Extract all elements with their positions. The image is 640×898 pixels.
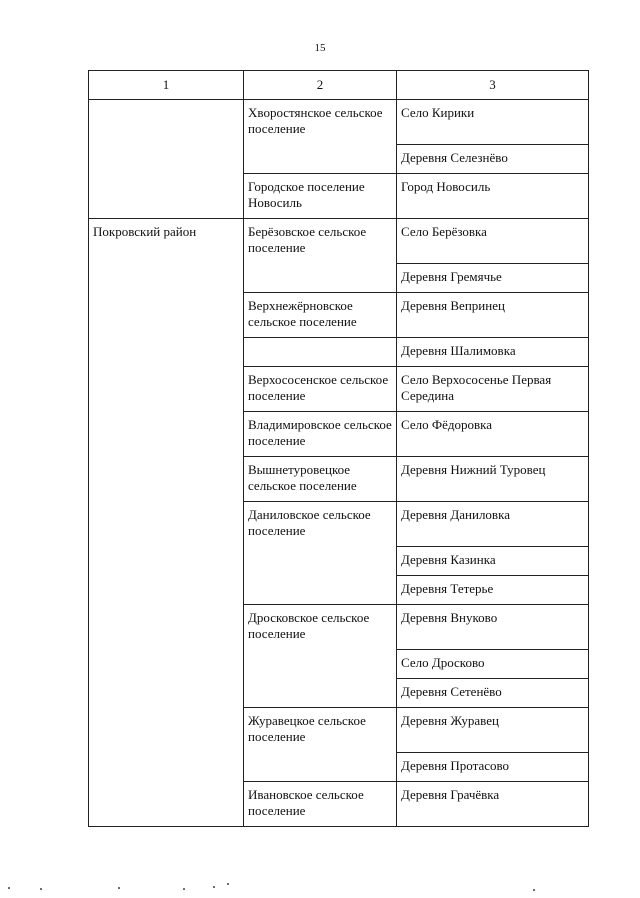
scan-dot [533,889,535,891]
locality-cell: Деревня Нижний Туровец [397,457,589,502]
settlement-cell: Дросковское сельское поселение [244,605,397,708]
locality-cell: Деревня Вепринец [397,293,589,338]
table-row [89,100,589,145]
table-header-row [89,71,589,100]
locality-cell: Село Дросково [397,650,589,679]
settlements-table [88,70,589,827]
settlement-cell: Ивановское сельское поселение [244,782,397,827]
locality-cell: Деревня Казинка [397,547,589,576]
locality-cell: Город Новосиль [397,174,589,219]
scan-dot [213,886,215,888]
locality-cell: Деревня Тетерье [397,576,589,605]
scan-dot [40,888,42,890]
locality-cell: Деревня Протасово [397,753,589,782]
settlement-cell: Верхососенское сельское поселение [244,367,397,412]
settlement-cell: Даниловское сельское поселение [244,502,397,605]
page-number: 15 [314,42,326,54]
settlement-cell [244,338,397,367]
settlement-cell: Вышнетуровецкое сельское поселение [244,457,397,502]
locality-cell: Село Берёзовка [397,219,589,264]
settlement-cell: Верхнежёрновское сельское поселение [244,293,397,338]
scan-dot [8,887,10,889]
scan-dot [183,888,185,890]
district-cell: Покровский район [89,219,244,827]
locality-cell: Деревня Сетенёво [397,679,589,708]
locality-cell: Село Фёдоровка [397,412,589,457]
settlement-cell: Городское поселение Новосиль [244,174,397,219]
locality-cell: Село Кирики [397,100,589,145]
locality-cell: Деревня Шалимовка [397,338,589,367]
scan-dot [118,887,120,889]
locality-cell: Деревня Селезнёво [397,145,589,174]
header-col-2: 2 [244,71,397,100]
locality-cell: Село Верхососенье Первая Середина [397,367,589,412]
table-row [89,219,589,264]
header-col-3: 3 [397,71,589,100]
locality-cell: Деревня Даниловка [397,502,589,547]
scan-artifacts [0,883,640,893]
district-cell [89,100,244,219]
settlement-cell: Берёзовское сельское поселение [244,219,397,293]
settlement-cell: Журавецкое сельское поселение [244,708,397,782]
locality-cell: Деревня Журавец [397,708,589,753]
settlement-cell: Хворостянское сельское поселение [244,100,397,174]
scan-dot [227,883,229,885]
locality-cell: Деревня Гремячье [397,264,589,293]
header-col-1: 1 [89,71,244,100]
locality-cell: Деревня Грачёвка [397,782,589,827]
settlement-cell: Владимировское сельское поселение [244,412,397,457]
locality-cell: Деревня Внуково [397,605,589,650]
